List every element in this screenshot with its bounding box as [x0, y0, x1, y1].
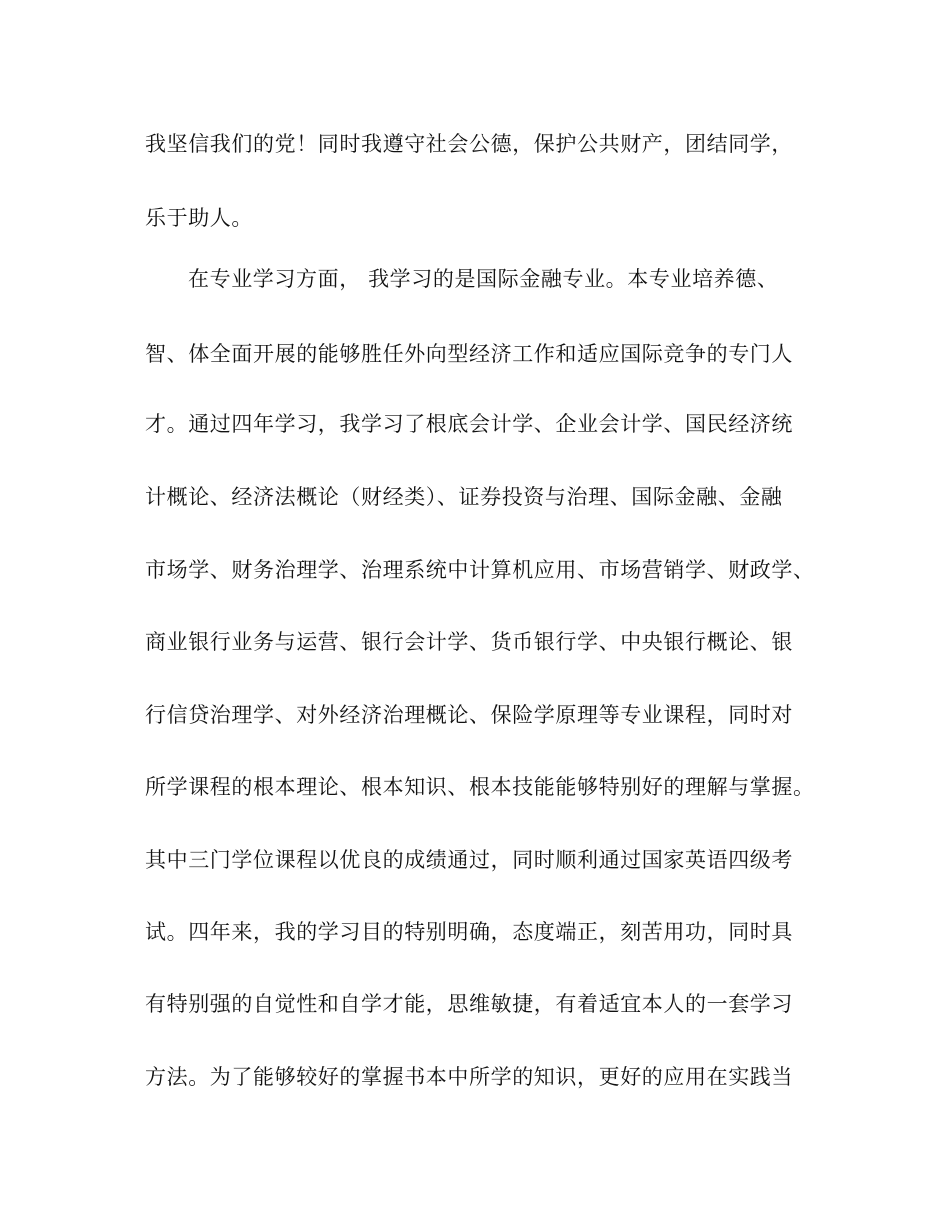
text-line: 商业银行业务与运营、银行会计学、货币银行学、中央银行概论、银	[145, 630, 793, 654]
text-line: 市场学、财务治理学、治理系统中计算机应用、市场营销学、财政学、	[145, 558, 815, 582]
text-line: 计概论、经济法概论（财经类）、证券投资与治理、国际金融、金融	[145, 485, 783, 509]
text-line: 乐于助人。	[145, 206, 253, 230]
text-line: 所学课程的根本理论、根本知识、根本技能能够特别好的理解与掌握。	[145, 775, 815, 799]
text-line: 试。四年来，我的学习目的特别明确，态度端正，刻苦用功，同时具	[145, 920, 793, 944]
paragraph-start-line: 在专业学习方面， 我学习的是国际金融专业。本专业培养德、	[188, 267, 779, 291]
text-line: 行信贷治理学、对外经济治理概论、保险学原理等专业课程，同时对	[145, 703, 793, 727]
text-line: 智、体全面开展的能够胜任外向型经济工作和适应国际竞争的专门人	[145, 342, 793, 366]
text-line: 其中三门学位课程以优良的成绩通过，同时顺利通过国家英语四级考	[145, 848, 793, 872]
text-line: 我坚信我们的党！同时我遵守社会公德，保护公共财产，团结同学，	[145, 132, 793, 156]
text-line: 才。通过四年学习，我学习了根底会计学、企业会计学、国民经济统	[145, 412, 793, 436]
text-line: 有特别强的自觉性和自学才能，思维敏捷，有着适宜本人的一套学习	[145, 992, 793, 1016]
text-line: 方法。为了能够较好的掌握书本中所学的知识，更好的应用在实践当	[145, 1065, 793, 1089]
